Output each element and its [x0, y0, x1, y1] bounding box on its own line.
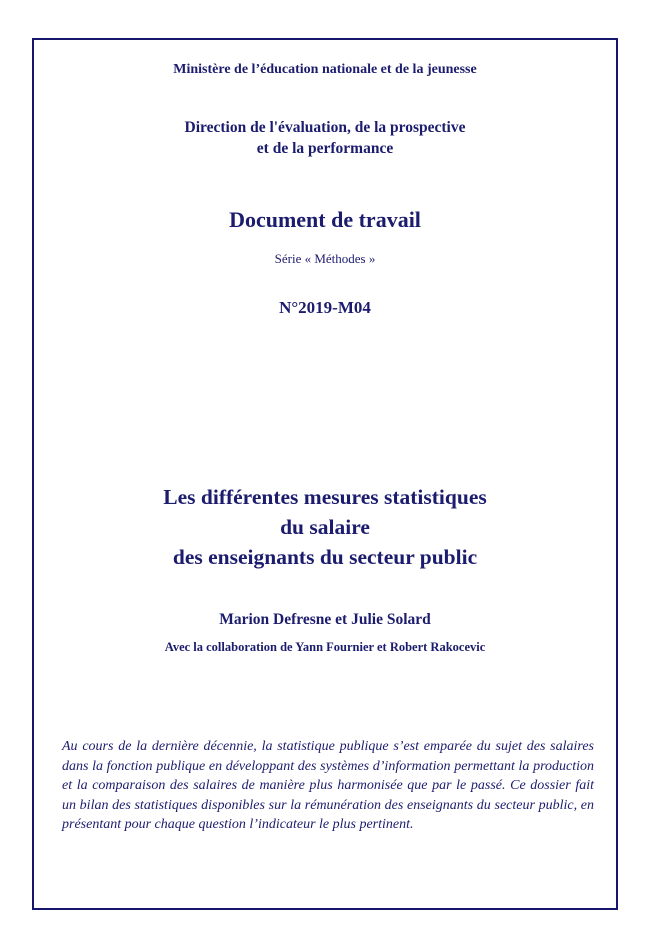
ministry-name: Ministère de l’éducation nationale et de la jeunesse [173, 62, 477, 77]
document-series: Série « Méthodes » [274, 251, 376, 266]
document-type: Document de travail [229, 207, 421, 232]
direction-line-2: et de la performance [256, 140, 394, 157]
document-number: N°2019-M04 [279, 298, 371, 317]
title-line-2: du salaire [280, 515, 370, 539]
abstract: Au cours de la dernière décennie, la statistique publique s’est emparée du sujet des salaires dans la fonction publique en développant des systèmes d’information permettant la production et la comparaison des salaires de manière plus harmonisée que par le passé. Ce dossier fait un bilan des statistiques disponibles sur la rémunération des enseignants du secteur public, en présentant pour chaque question l’indicateur le plus pertinent. [62, 739, 594, 832]
direction-name [34, 117, 616, 159]
direction-line-1: Direction de l'évaluation, de la prospective [184, 119, 466, 136]
cover-frame [32, 38, 618, 910]
collaborators: Avec la collaboration de Yann Fournier et Robert Rakocevic [164, 640, 486, 654]
authors: Marion Defresne et Julie Solard [219, 611, 431, 628]
title-line-3: des enseignants du secteur public [172, 545, 478, 569]
title-line-1: Les différentes mesures statistiques [163, 485, 487, 509]
document-title [34, 482, 616, 572]
